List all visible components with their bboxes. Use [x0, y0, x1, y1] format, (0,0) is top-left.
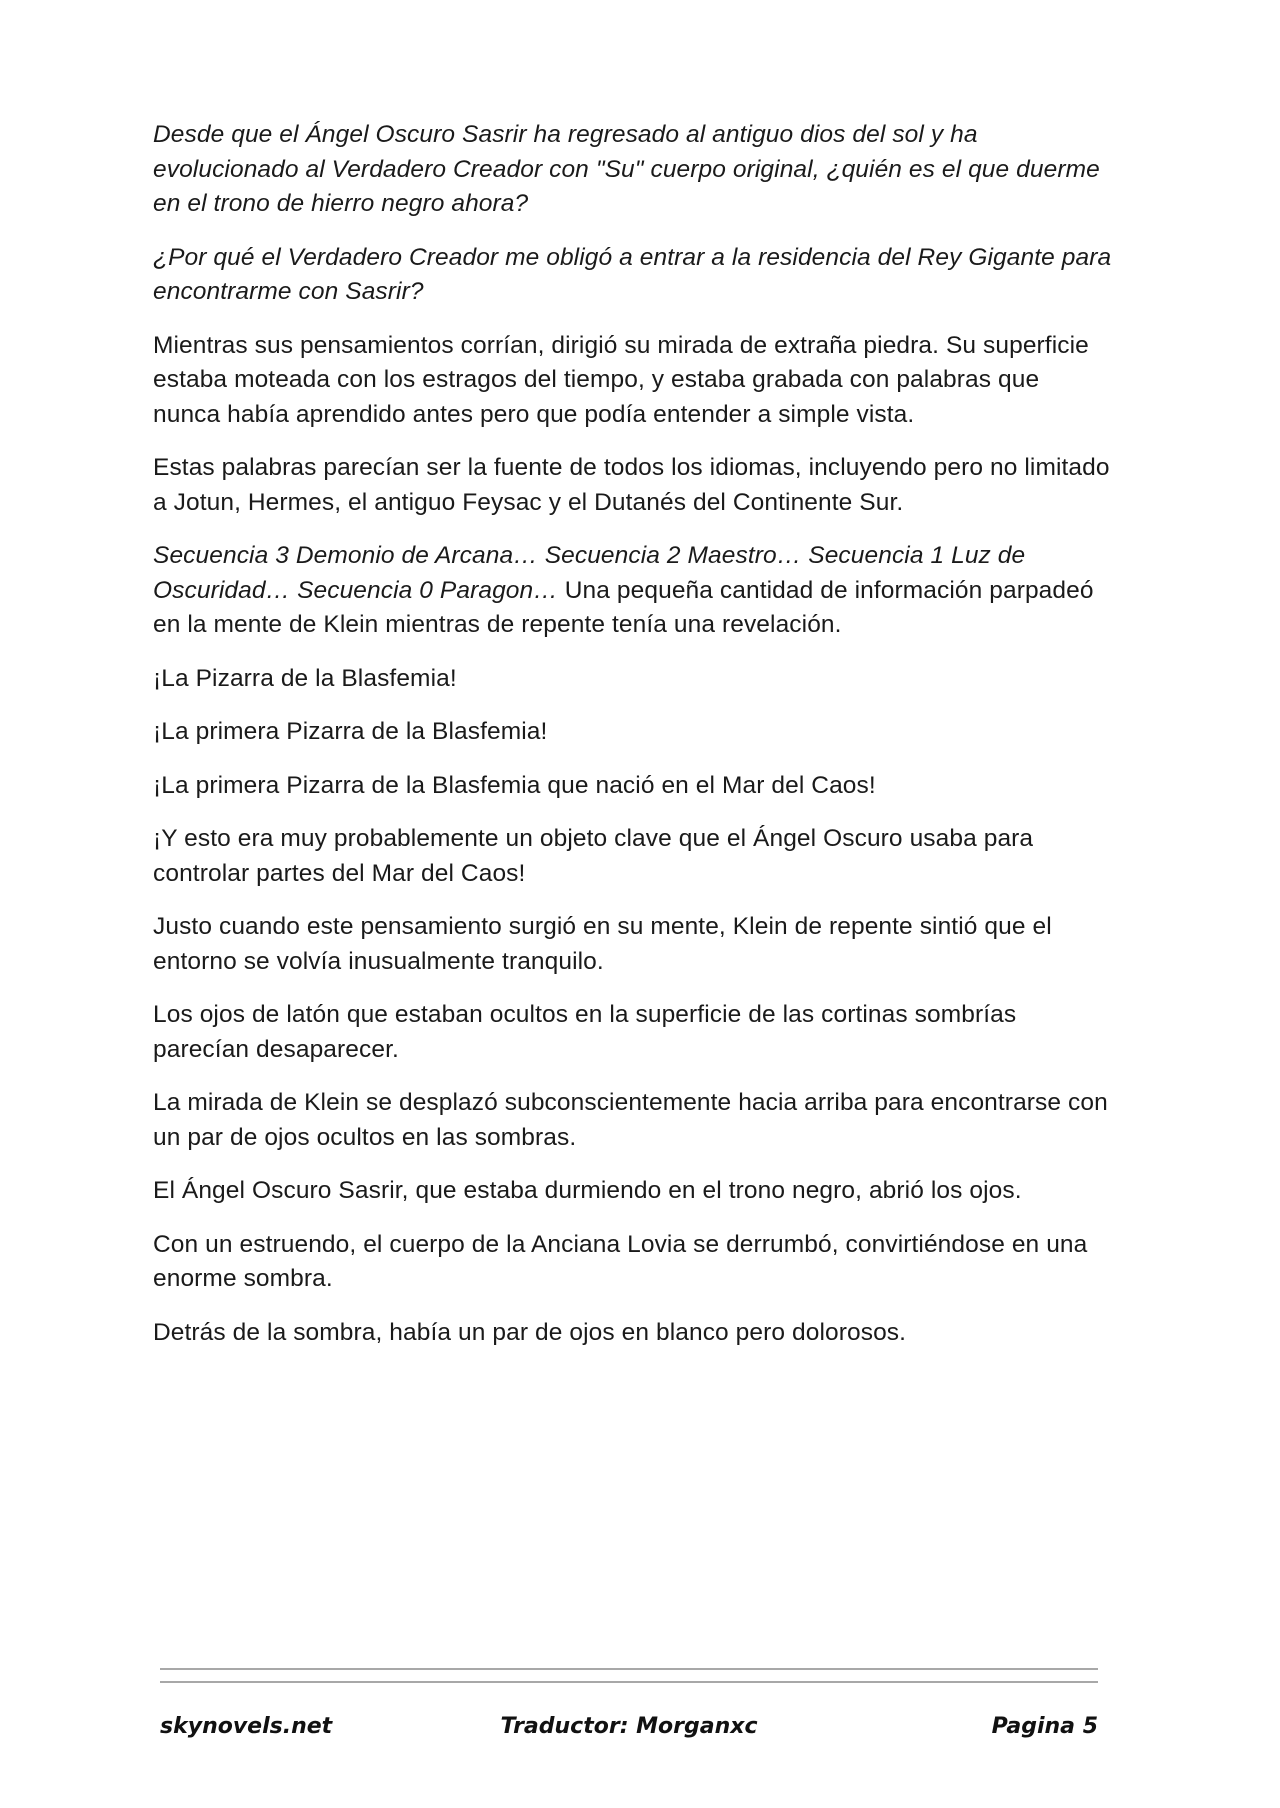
paragraph-2-text: ¿Por qué el Verdadero Creador me obligó a entrar a la residencia del Rey Gigante para encontrarme con Sasrir? [153, 243, 1112, 305]
paragraph-10-text: Justo cuando este pensamiento surgió en su mente, Klein de repente sintió que el entorno se volvía inusualmente tranquilo. [153, 913, 1052, 975]
paragraph-11 [153, 998, 1113, 1067]
paragraph-15 [153, 1316, 1113, 1351]
paragraph-3-text: Mientras sus pensamientos corrían, dirigió su mirada de extraña piedra. Su superficie estaba moteada con los estragos del tiempo, y estaba grabada con palabras que nunca había aprendido antes pero que podía entender a simple vista. [153, 331, 1089, 428]
footer-translator: Traductor: Morganxc [500, 1714, 758, 1739]
paragraph-1 [153, 118, 1113, 222]
paragraph-9 [153, 822, 1113, 891]
page-footer [160, 1714, 1098, 1750]
paragraph-7-text: ¡La primera Pizarra de la Blasfemia! [153, 718, 548, 745]
paragraph-12-text: La mirada de Klein se desplazó subconscientemente hacia arriba para encontrarse con un par de ojos ocultos en las sombras. [153, 1089, 1108, 1151]
paragraph-5 [153, 539, 1113, 643]
footer-page-number: Pagina 5 [991, 1714, 1098, 1739]
paragraph-13-text: El Ángel Oscuro Sasrir, que estaba durmiendo en el trono negro, abrió los ojos. [153, 1177, 1022, 1204]
footer-rule-bottom [160, 1681, 1098, 1683]
paragraph-6 [153, 662, 1113, 697]
document-body [153, 118, 1113, 1369]
paragraph-5-text: Una pequeña cantidad de información parpadeó en la mente de Klein mientras de repente tenía una revelación. [153, 576, 1094, 638]
paragraph-8-text: ¡La primera Pizarra de la Blasfemia que nació en el Mar del Caos! [153, 771, 876, 799]
paragraph-13 [153, 1174, 1113, 1209]
paragraph-14 [153, 1228, 1113, 1297]
paragraph-4-text: Estas palabras parecían ser la fuente de todos los idiomas, incluyendo pero no limitado a Jotun, Hermes, el antiguo Feysac y el Dutanés del Continente Sur. [153, 454, 1110, 516]
paragraph-11-text: Los ojos de latón que estaban ocultos en la superficie de las cortinas sombrías parecían desaparecer. [153, 1001, 1017, 1063]
footer-site: skynovels.net [160, 1714, 333, 1739]
paragraph-14-text: Con un estruendo, el cuerpo de la Anciana Lovia se derrumbó, convirtiéndose en una enorme sombra. [153, 1230, 1088, 1292]
paragraph-2 [153, 241, 1113, 310]
paragraph-8 [153, 769, 1113, 804]
paragraph-12 [153, 1086, 1113, 1155]
paragraph-5-italic-text: Secuencia 3 Demonio de Arcana… Secuencia 2 Maestro… Secuencia 1 Luz de Oscuridad… Secuencia 0 Paragon… [153, 542, 1026, 604]
paragraph-4 [153, 451, 1113, 520]
paragraph-10 [153, 910, 1113, 979]
paragraph-7 [153, 715, 1113, 750]
footer-rule-top [160, 1668, 1098, 1670]
paragraph-1-text: Desde que el Ángel Oscuro Sasrir ha regresado al antiguo dios del sol y ha evolucionado al Verdadero Creador con "Su" cuerpo original, ¿quién es el que duerme en el trono de hierro negro ahora? [153, 121, 1100, 217]
paragraph-15-text: Detrás de la sombra, había un par de ojos en blanco pero dolorosos. [153, 1318, 907, 1346]
paragraph-3 [153, 329, 1113, 433]
footer-divider [160, 1668, 1098, 1694]
paragraph-9-text: ¡Y esto era muy probablemente un objeto clave que el Ángel Oscuro usaba para controlar partes del Mar del Caos! [153, 825, 1034, 887]
paragraph-6-text: ¡La Pizarra de la Blasfemia! [153, 664, 457, 692]
